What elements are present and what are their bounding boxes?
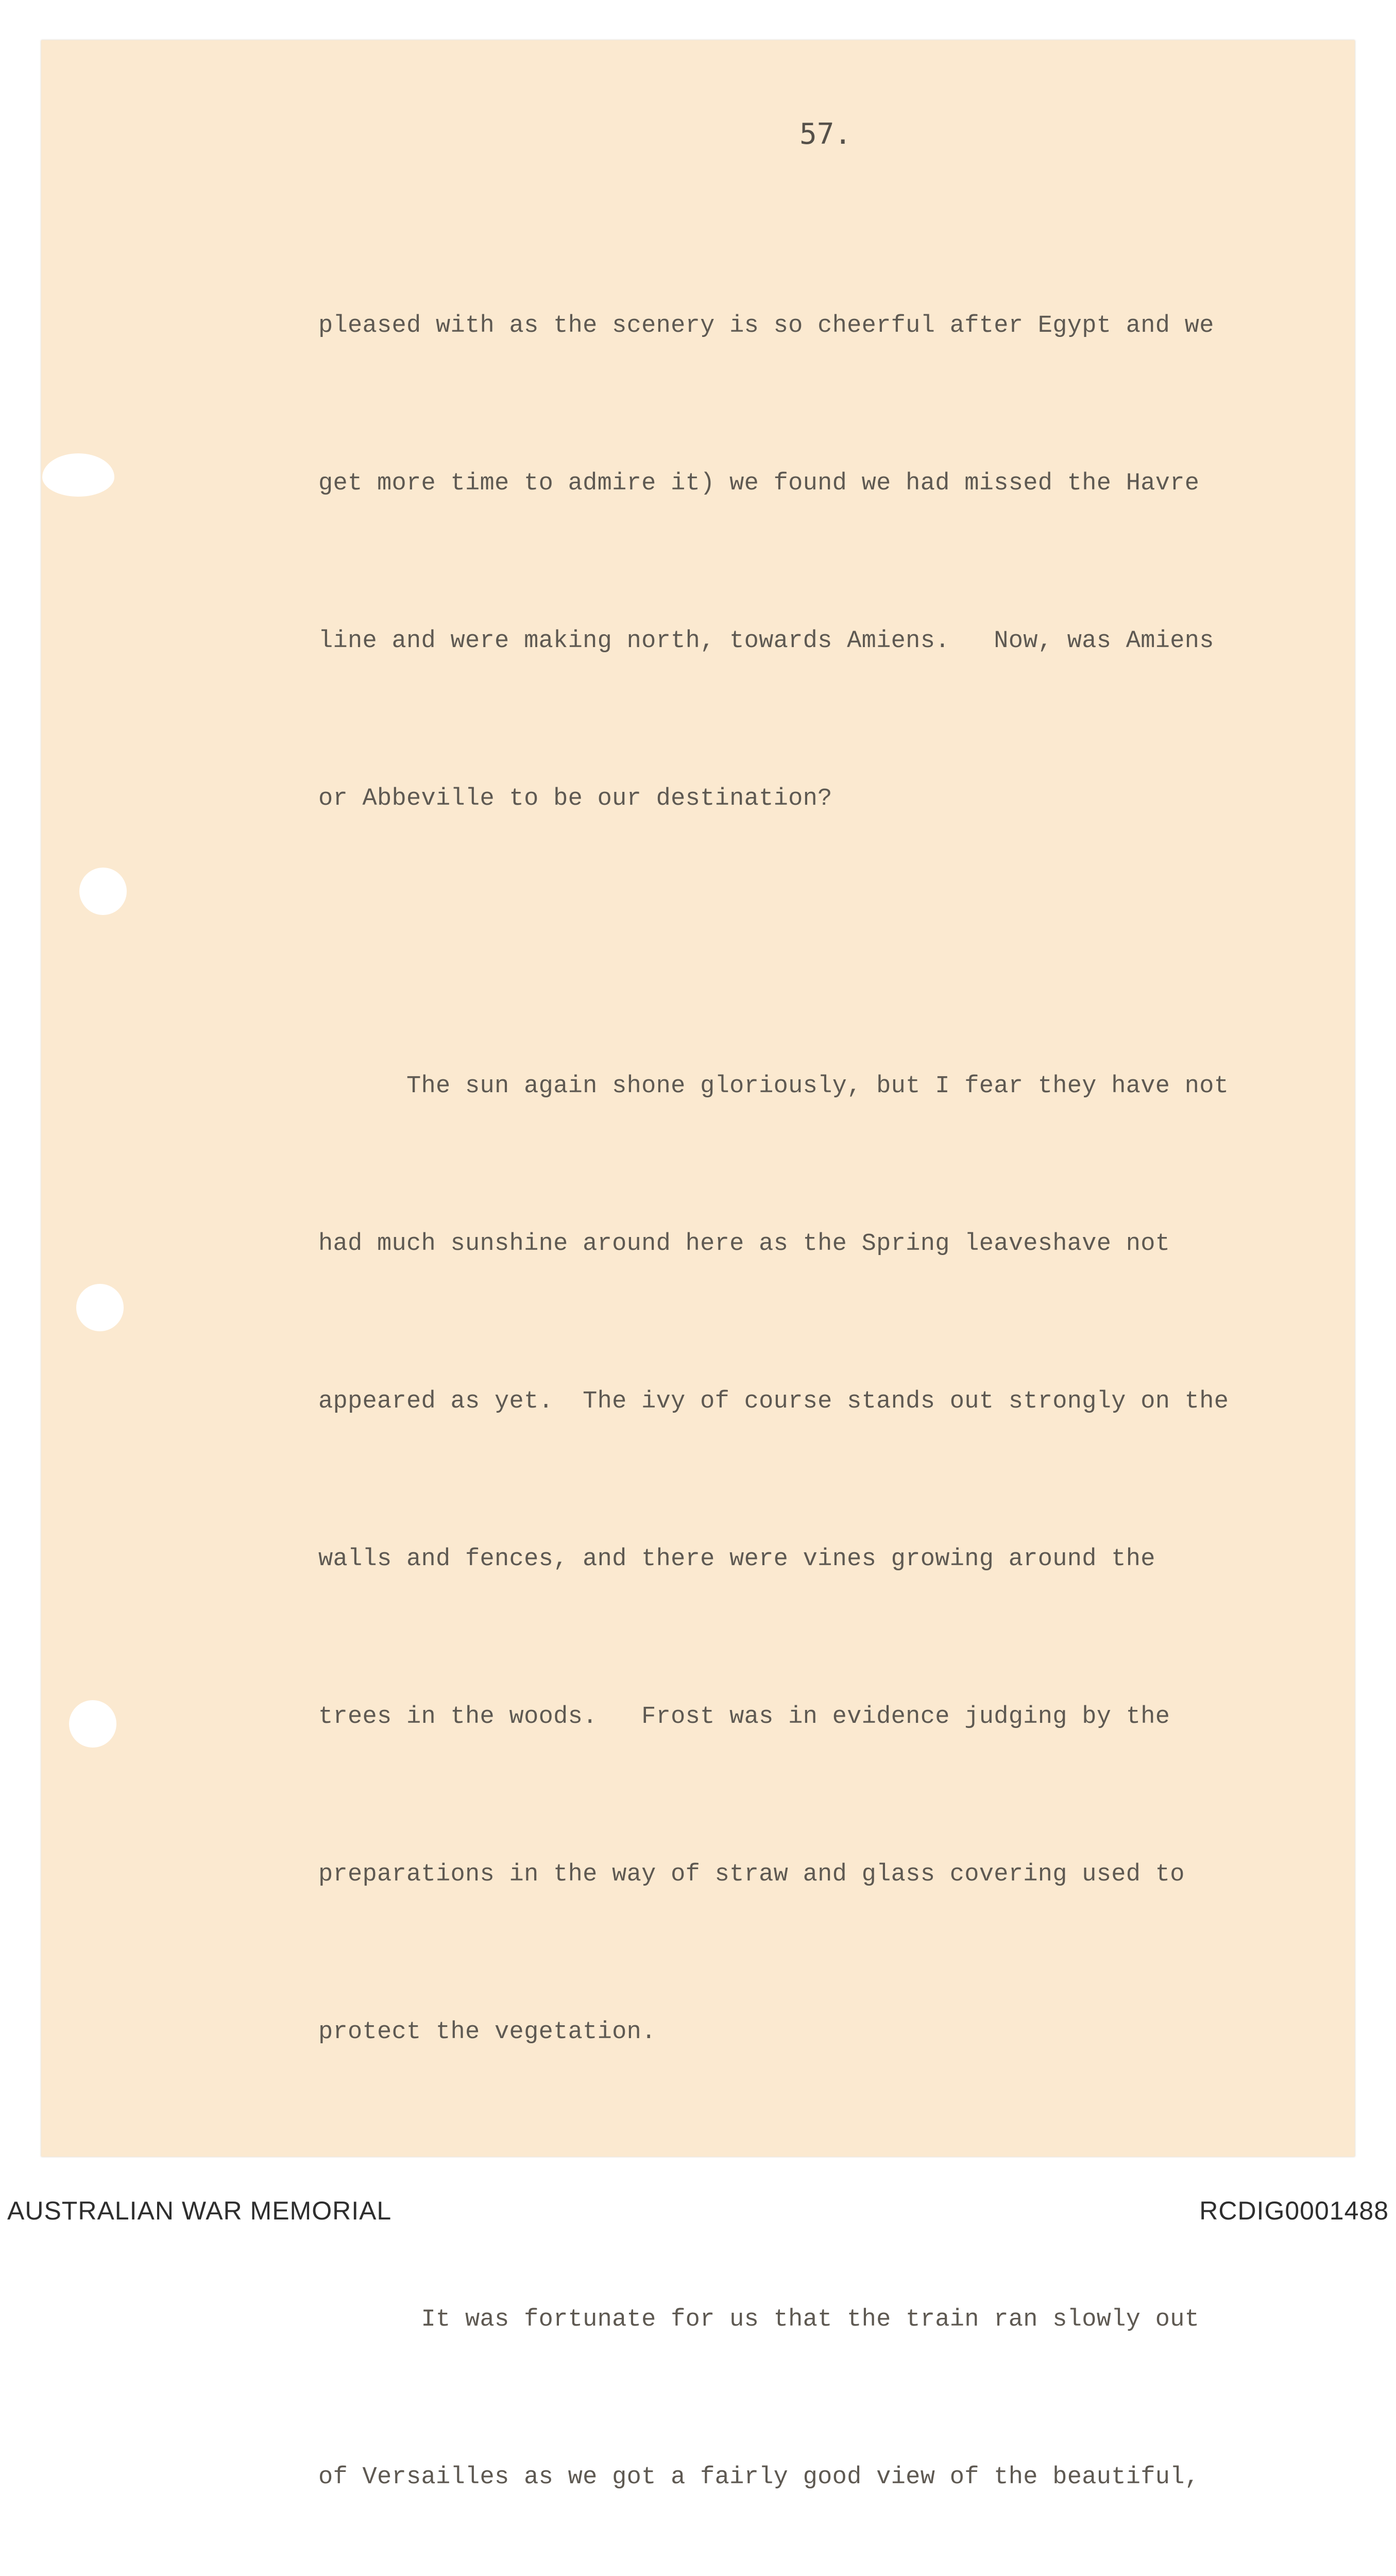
text-line: had much sunshine around here as the Spring leaveshave not xyxy=(318,1230,1170,1258)
typescript-body xyxy=(318,195,1338,2576)
text-line: protect the vegetation. xyxy=(318,2019,656,2046)
page-number: 57. xyxy=(799,117,852,151)
text-line: trees in the woods. Frost was in evidence judging by the xyxy=(318,1703,1170,1731)
punch-hole xyxy=(69,1700,116,1748)
text-line: appeared as yet. The ivy of course stands out strongly on the xyxy=(318,1388,1229,1415)
text-line: pleased with as the scenery is so cheerful after Egypt and we xyxy=(318,312,1214,340)
archive-credit: AUSTRALIAN WAR MEMORIAL xyxy=(7,2196,392,2225)
archive-reference-id: RCDIG0001488 xyxy=(1199,2196,1389,2225)
text-line: preparations in the way of straw and glass covering used to xyxy=(318,1861,1185,1888)
punch-hole xyxy=(76,1284,124,1331)
paragraph xyxy=(318,195,1338,930)
text-line: of Versailles as we got a fairly good view of the beautiful, xyxy=(318,2464,1200,2491)
punch-hole-torn xyxy=(42,453,114,497)
paragraph xyxy=(318,955,1338,2164)
text-line: line and were making north, towards Amiens. Now, was Amiens xyxy=(318,628,1214,655)
text-line: walls and fences, and there were vines growing around the xyxy=(318,1546,1155,1573)
punch-hole xyxy=(79,868,127,915)
text-line: It was fortunate for us that the train ran slowly out xyxy=(318,2306,1200,2333)
text-line: get more time to admire it) we found we had missed the Havre xyxy=(318,470,1200,497)
text-line: The sun again shone gloriously, but I fear they have not xyxy=(318,1073,1229,1100)
text-line: or Abbeville to be our destination? xyxy=(318,785,832,812)
paragraph xyxy=(318,2189,1338,2576)
